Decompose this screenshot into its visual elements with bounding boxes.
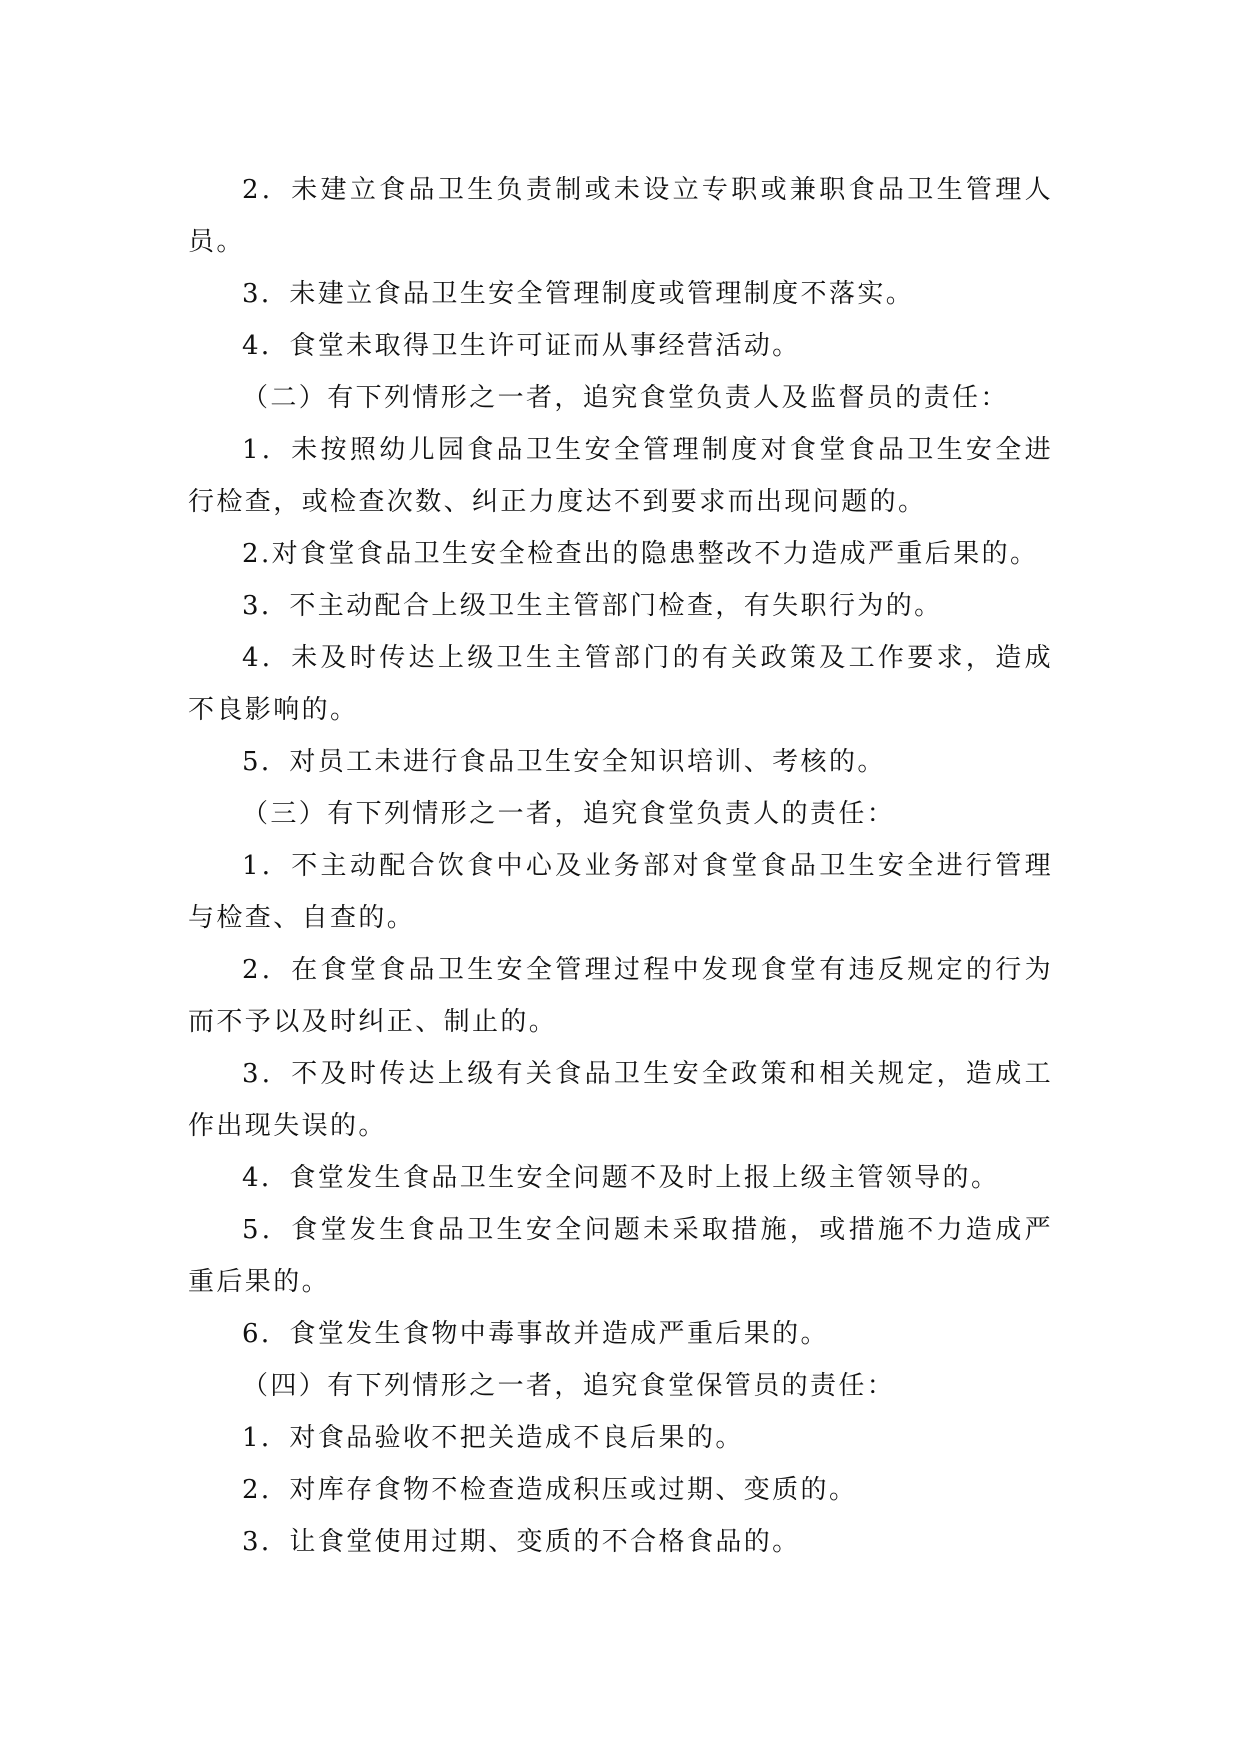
paragraph: 2.对食堂食品卫生安全检查出的隐患整改不力造成严重后果的。	[242, 539, 1039, 569]
paragraph: 1．对食品验收不把关造成不良后果的。	[242, 1423, 744, 1453]
paragraph: 3．不及时传达上级有关食品卫生安全政策和相关规定，造成工作出现失误的。	[188, 1059, 1053, 1141]
section-heading: （三）有下列情形之一者，追究食堂负责人的责任：	[242, 799, 896, 829]
paragraph: 1．不主动配合饮食中心及业务部对食堂食品卫生安全进行管理与检查、自查的。	[188, 851, 1053, 933]
paragraph: 2．对库存食物不检查造成积压或过期、变质的。	[242, 1475, 858, 1505]
paragraph: 2．未建立食品卫生负责制或未设立专职或兼职食品卫生管理人员。	[188, 175, 1053, 257]
paragraph: 5．对员工未进行食品卫生安全知识培训、考核的。	[242, 747, 886, 777]
paragraph: 2．在食堂食品卫生安全管理过程中发现食堂有违反规定的行为而不予以及时纠正、制止的。	[188, 955, 1053, 1037]
section-heading: （四）有下列情形之一者，追究食堂保管员的责任：	[242, 1371, 896, 1401]
paragraph: 3．不主动配合上级卫生主管部门检查，有失职行为的。	[242, 591, 943, 621]
paragraph: 4．食堂发生食品卫生安全问题不及时上报上级主管领导的。	[242, 1163, 1000, 1193]
paragraph: 4．未及时传达上级卫生主管部门的有关政策及工作要求，造成不良影响的。	[188, 643, 1053, 725]
paragraph: 1．未按照幼儿园食品卫生安全管理制度对食堂食品卫生安全进行检查，或检查次数、纠正力度达不到要求而出现问题的。	[188, 435, 1053, 517]
paragraph: 5．食堂发生食品卫生安全问题未采取措施，或措施不力造成严重后果的。	[188, 1215, 1053, 1297]
paragraph: 3．让食堂使用过期、变质的不合格食品的。	[242, 1527, 801, 1557]
paragraph: 6．食堂发生食物中毒事故并造成严重后果的。	[242, 1319, 829, 1349]
paragraph: 4．食堂未取得卫生许可证而从事经营活动。	[242, 331, 801, 361]
paragraph: 3．未建立食品卫生安全管理制度或管理制度不落实。	[242, 279, 915, 309]
document-page	[188, 164, 1053, 1568]
section-heading: （二）有下列情形之一者，追究食堂负责人及监督员的责任：	[242, 383, 1009, 413]
